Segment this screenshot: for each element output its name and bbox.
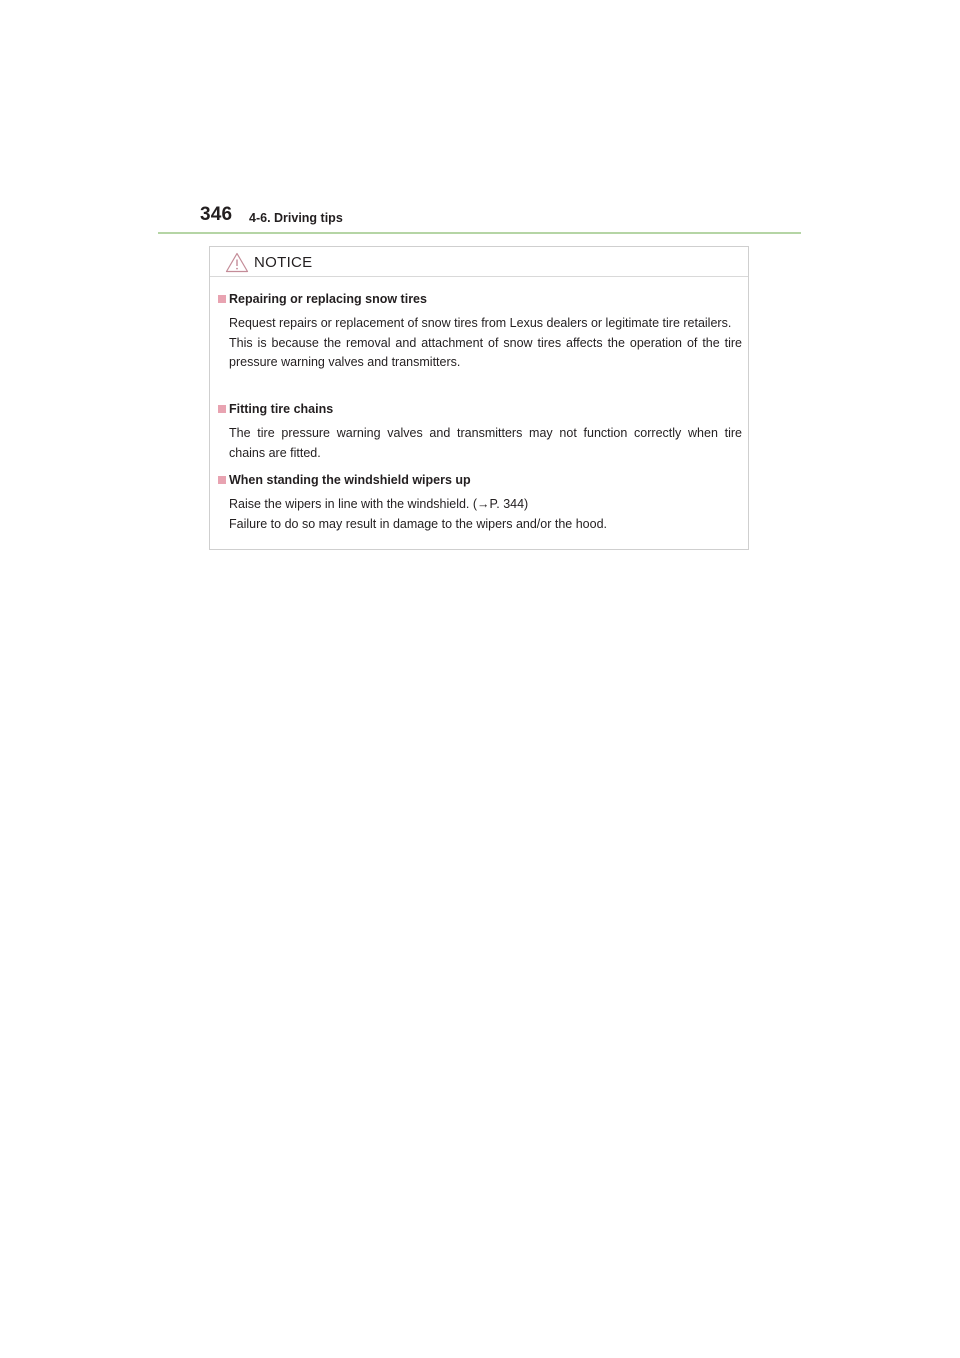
item-body <box>218 495 742 534</box>
item-heading <box>218 400 742 418</box>
square-bullet-icon <box>218 405 226 413</box>
page-number: 346 <box>200 204 233 225</box>
item-heading <box>218 290 742 308</box>
paragraph: Raise the wipers in line with the windshield. (→P. 344) <box>229 497 529 511</box>
item-heading-text: When standing the windshield wipers up <box>229 473 471 487</box>
paragraph: Request repairs or replacement of snow tires from Lexus dealers or legitimate tire retailers. <box>229 316 732 330</box>
item-heading <box>218 471 742 489</box>
notice-item-snow-tires <box>218 290 742 373</box>
page-header <box>158 200 801 234</box>
item-body <box>218 314 742 373</box>
paragraph: Failure to do so may result in damage to the wipers and/or the hood. <box>229 516 607 531</box>
item-heading-text: Fitting tire chains <box>229 402 334 416</box>
notice-item-tire-chains <box>218 400 742 463</box>
warning-triangle-icon <box>225 252 249 273</box>
paragraph: This is because the removal and attachment of snow tires affects the operation of the tire pressure warning valves and transmitters. <box>229 335 742 369</box>
notice-box <box>209 246 749 550</box>
item-body <box>218 424 742 463</box>
notice-item-wipers <box>218 471 742 534</box>
section-title: 4-6. Driving tips <box>249 211 343 225</box>
square-bullet-icon <box>218 476 226 484</box>
item-heading-text: Repairing or replacing snow tires <box>229 292 427 306</box>
header-rule <box>158 232 801 234</box>
notice-header <box>210 247 748 277</box>
paragraph: The tire pressure warning valves and transmitters may not function correctly when tire chains are fitted. <box>229 426 742 460</box>
square-bullet-icon <box>218 295 226 303</box>
notice-label: NOTICE <box>254 254 313 271</box>
